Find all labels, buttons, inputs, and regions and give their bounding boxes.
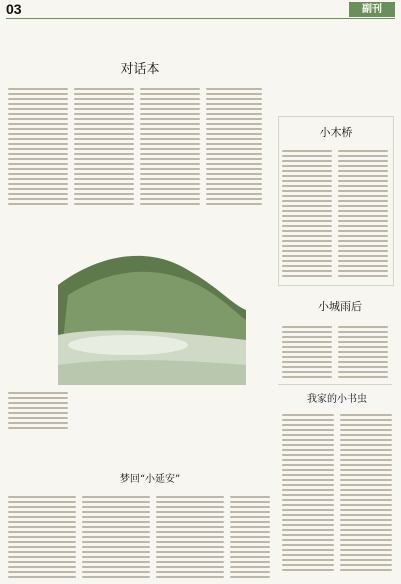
main-article-title: 对话本: [120, 62, 160, 77]
main-text-col-1: [8, 88, 68, 208]
right-article-2-col-1: [282, 326, 332, 381]
header-rule: [6, 18, 395, 19]
page-number: 03: [6, 1, 22, 17]
bottom-article-title: 梦回“小延安”: [119, 474, 181, 485]
bottom-text-col-4: [230, 496, 270, 581]
right-article-2-col-2: [338, 326, 388, 381]
main-text-col-2: [74, 88, 134, 208]
section-label: 副刊: [349, 2, 395, 17]
right-article-3-title: 我家的小书虫: [307, 394, 367, 405]
main-text-col-3: [140, 88, 200, 208]
right-article-1-title: 小木桥: [319, 126, 353, 139]
lower-left-col: [8, 392, 68, 432]
right-divider: [278, 384, 392, 385]
bottom-text-col-1: [8, 496, 76, 581]
right-article-3-col-2: [340, 414, 392, 574]
bottom-text-col-3: [156, 496, 224, 581]
right-article-2-title: 小城雨后: [318, 300, 362, 313]
landscape-illustration: [58, 215, 246, 385]
bottom-text-col-2: [82, 496, 150, 581]
right-article-3-col-1: [282, 414, 334, 574]
main-text-col-4: [206, 88, 262, 208]
right-article-1-col-1: [282, 150, 332, 280]
right-article-1-col-2: [338, 150, 388, 280]
page-header: [6, 2, 395, 18]
